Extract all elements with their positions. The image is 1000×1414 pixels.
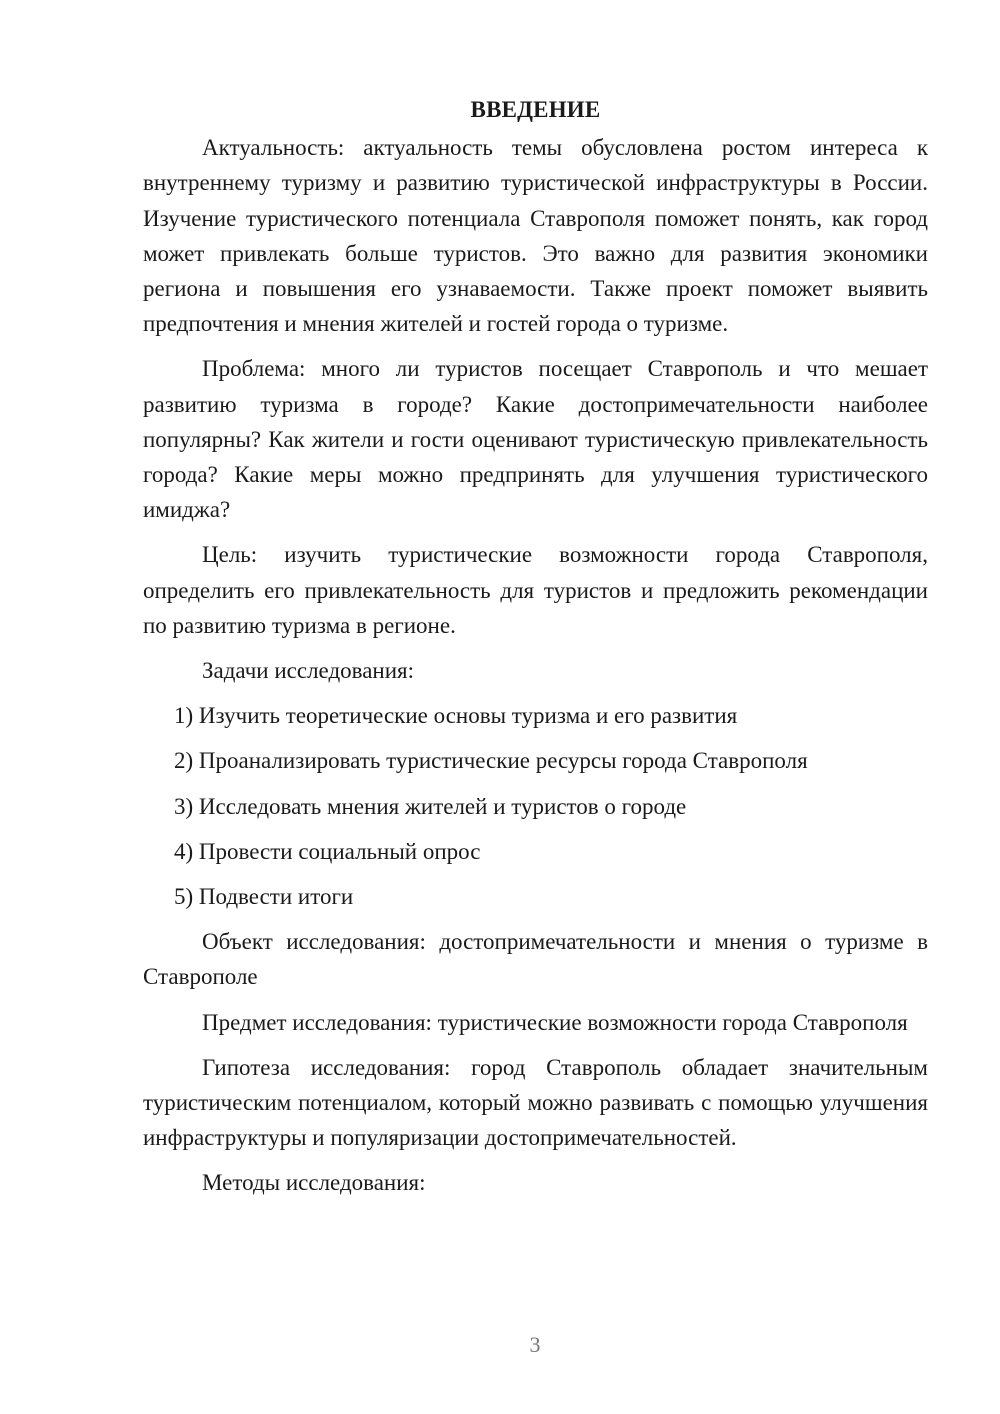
list-item: 4) Провести социальный опрос	[174, 838, 481, 864]
methods-heading: Методы исследования:	[202, 1170, 426, 1196]
object-paragraph: Объект исследования: достопримечательности и мнения о туризме в Ставрополе	[143, 929, 928, 990]
problem-paragraph: Проблема: много ли туристов посещает Ставрополь и что мешает развитию туризма в городе? Какие достопримечательности наиболее популярны? Как жители и гости оценивают туристическую привлекательность города? Какие меры можно предпринять для улучшения туристического имиджа?	[143, 356, 928, 523]
page-number: 3	[529, 1332, 541, 1357]
goal-paragraph: Цель: изучить туристические возможности города Ставрополя, определить его привлекательность для туристов и предложить рекомендации по развитию туризма в регионе.	[143, 542, 928, 638]
tasks-heading: Задачи исследования:	[202, 658, 415, 684]
list-item: 2) Проанализировать туристические ресурсы города Ставрополя	[174, 748, 808, 774]
hypothesis-paragraph: Гипотеза исследования: город Ставрополь обладает значительным туристическим потенциалом, который можно развивать с помощью улучшения инфраструктуры и популяризации достопримечательностей.	[143, 1054, 928, 1151]
relevance-paragraph: Актуальность: актуальность темы обусловлена ростом интереса к внутреннему туризму и развитию туристической инфраструктуры в России. Изучение туристического потенциала Ставрополя поможет понять, как город может привлекать больше туристов. Это важно для развития экономики региона и повышения его узнаваемости. Также проект поможет выявить предпочтения и мнения жителей и гостей города о туризме.	[143, 135, 928, 337]
subject-paragraph: Предмет исследования: туристические возможности города Ставрополя	[202, 1009, 908, 1035]
page-content	[143, 92, 928, 1211]
tasks-list	[143, 698, 928, 914]
list-item: 3) Исследовать мнения жителей и туристов о городе	[174, 793, 687, 819]
section-title: ВВЕДЕНИЕ	[470, 97, 601, 122]
list-item: 1) Изучить теоретические основы туризма и его развития	[174, 703, 738, 729]
list-item: 5) Подвести итоги	[174, 884, 354, 910]
